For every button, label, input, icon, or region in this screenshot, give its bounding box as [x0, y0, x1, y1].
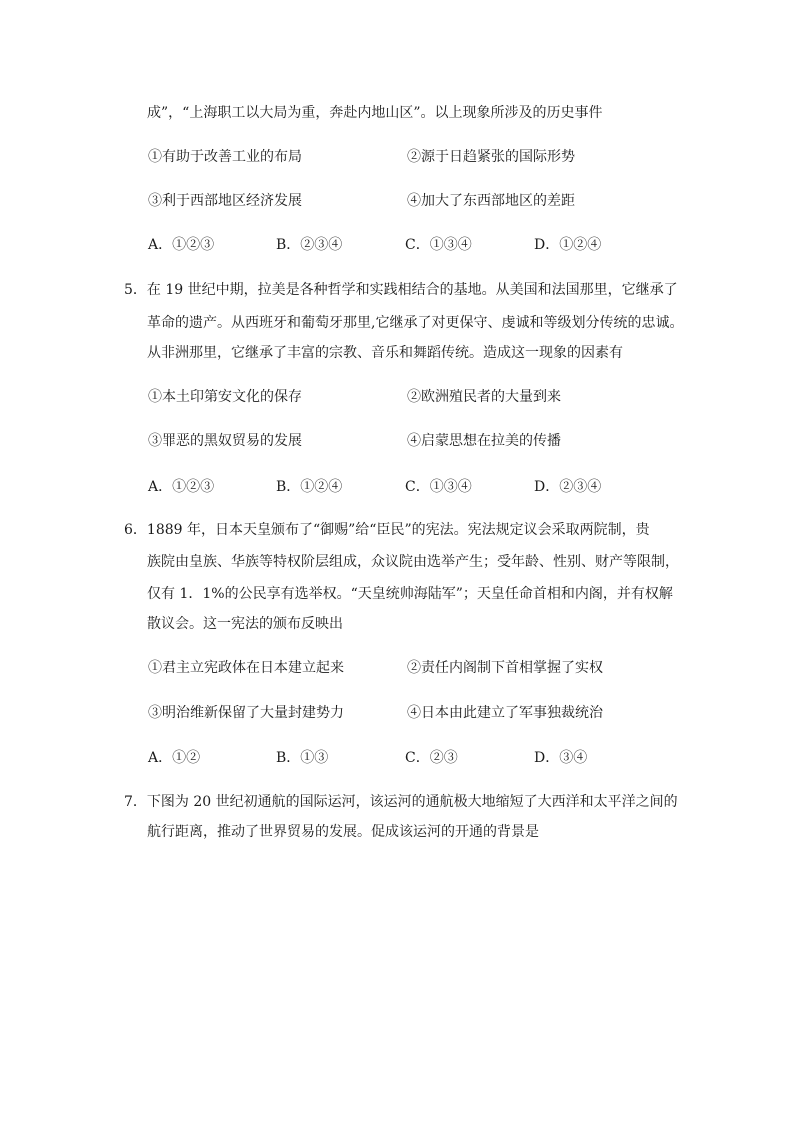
q5-answer-d: D．②③④ [534, 479, 602, 495]
q6-option-2: ②责任内阁制下首相掌握了实权 [407, 660, 603, 676]
q4-option-4: ④加大了东西部地区的差距 [407, 193, 575, 209]
q5-option-1: ①本土印第安文化的保存 [148, 389, 302, 405]
q4-answer-d: D．①②④ [534, 237, 602, 253]
q5-option-3: ③罪恶的黑奴贸易的发展 [148, 433, 302, 449]
q5-stem-line-2: 革命的遗产。从西班牙和葡萄牙那里,它继承了对更保守、虔诚和等级划分传统的忠诚。 [147, 315, 684, 331]
q6-option-1: ①君主立宪政体在日本建立起来 [148, 660, 344, 676]
q6-answer-b: B．①③ [276, 750, 329, 766]
q4-answer-c: C．①③④ [405, 237, 472, 253]
q4-stem-tail: 成”，“上海职工以大局为重，奔赴内地山区”。以上现象所涉及的历史事件 [147, 105, 603, 121]
q5-answer-c: C．①③④ [405, 479, 472, 495]
q6-option-4: ④日本由此建立了军事独裁统治 [407, 705, 603, 721]
q7-stem-line-2: 航行距离，推动了世界贸易的发展。促成该运河的开通的背景是 [147, 824, 539, 840]
q6-stem-line-3: 仅有 1．1%的公民享有选举权。“天皇统帅海陆军”；天皇任命首相和内阁，并有权解 [147, 586, 673, 602]
q5-stem-line-1: 5．在 19 世纪中期，拉美是各种哲学和实践相结合的基地。从美国和法国那里，它继承了 [124, 282, 678, 298]
q6-stem-line-2: 族院由皇族、华族等特权阶层组成，众议院由选举产生；受年龄、性别、财产等限制， [147, 554, 679, 570]
q7-stem-line-1: 7．下图为 20 世纪初通航的国际运河，该运河的通航极大地缩短了大西洋和太平洋之间的 [124, 794, 678, 810]
q5-answer-a: A．①②③ [148, 479, 215, 495]
q4-option-2: ②源于日趋紧张的国际形势 [407, 149, 575, 165]
q6-stem-line-4: 散议会。这一宪法的颁布反映出 [147, 616, 343, 632]
q6-answer-c: C．②③ [405, 750, 458, 766]
q6-option-3: ③明治维新保留了大量封建势力 [148, 705, 344, 721]
q5-option-4: ④启蒙思想在拉美的传播 [407, 433, 561, 449]
q5-option-2: ②欧洲殖民者的大量到来 [407, 389, 561, 405]
q4-answer-a: A．①②③ [148, 237, 215, 253]
q5-stem-line-3: 从非洲那里，它继承了丰富的宗教、音乐和舞蹈传统。造成这一现象的因素有 [147, 345, 623, 361]
q6-stem-line-1: 6．1889 年，日本天皇颁布了“御赐”给“臣民”的宪法。宪法规定议会采取两院制，贵 [124, 522, 650, 538]
q5-answer-b: B．①②④ [276, 479, 343, 495]
q4-option-1: ①有助于改善工业的布局 [148, 149, 302, 165]
q4-option-3: ③利于西部地区经济发展 [148, 193, 302, 209]
q6-answer-a: A．①② [148, 750, 201, 766]
q6-answer-d: D．③④ [534, 750, 588, 766]
q4-answer-b: B．②③④ [276, 237, 343, 253]
